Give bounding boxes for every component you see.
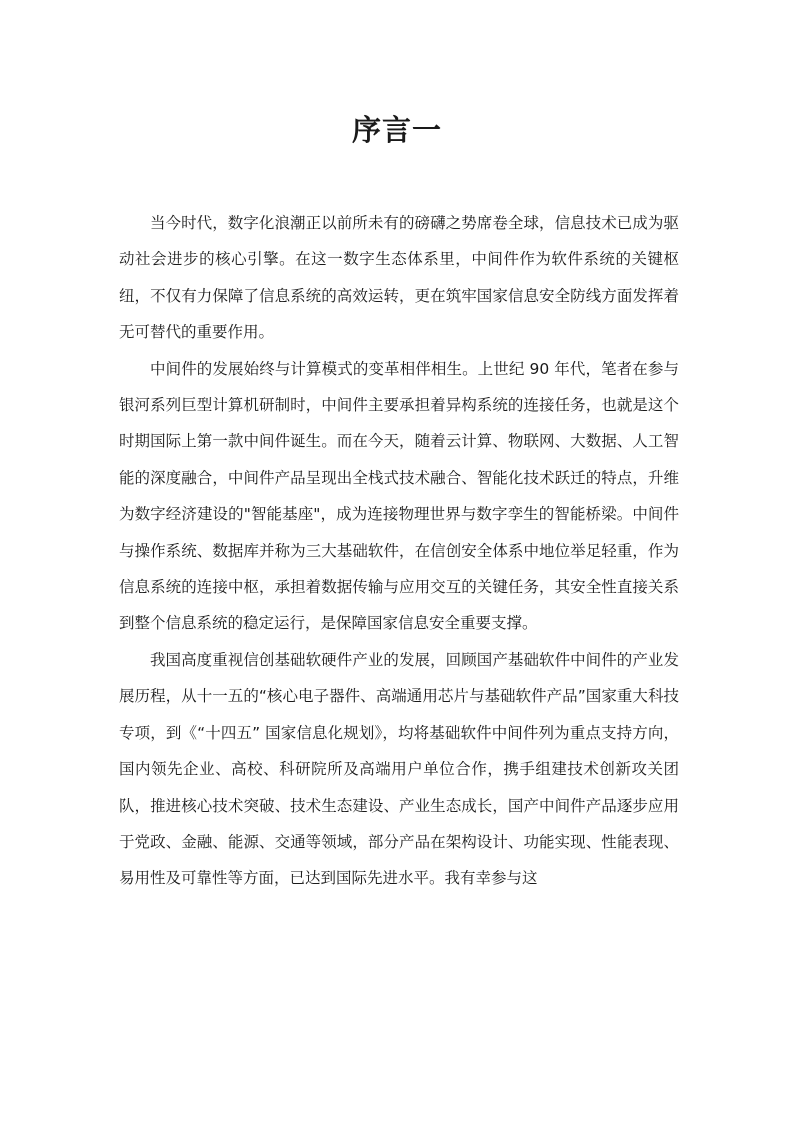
page-title: 序言一 [351,113,442,147]
body-text [119,205,679,897]
paragraph-2: 中间件的发展始终与计算模式的变革相伴相生。上世纪 90 年代，笔者在参与银河系列巨型计算机研制时，中间件主要承担着异构系统的连接任务，也就是这个时期国际上第一款中间件诞生。而在今天，随着云计算、物联网、大数据、人工智能的深度融合，中间件产品呈现出全栈式技术融合、智能化技术跃迁的特点，升维为数字经济建设的"智能基座"，成为连接物理世界与数字孪生的智能桥梁。中间件与操作系统、数据库并称为三大基础软件，在信创安全体系中地位举足轻重，作为信息系统的连接中枢，承担着数据传输与应用交互的关键任务，其安全性直接关系到整个信息系统的稳定运行，是保障国家信息安全重要支撑。 [119,359,679,633]
paragraph-1: 当今时代，数字化浪潮正以前所未有的磅礴之势席卷全球，信息技术已成为驱动社会进步的核心引擎。在这一数字生态体系里，中间件作为软件系统的关键枢纽，不仅有力保障了信息系统的高效运转，更在筑牢国家信息安全防线方面发挥着无可替代的重要作用。 [119,214,679,342]
paragraph-3: 我国高度重视信创基础软硬件产业的发展，回顾国产基础软件中间件的产业发展历程，从十一五的“核心电子器件、高端通用芯片与基础软件产品”国家重大科技专项，到《“十四五” 国家信息化规划》，均将基础软件中间件列为重点支持方向，国内领先企业、高校、科研院所及高端用户单位合作，携手组建技术创新攻关团队，推进核心技术突破、技术生态建设、产业生态成长，国产中间件产品逐步应用于党政、金融、能源、交通等领域，部分产品在架构设计、功能实现、性能表现、易用性及可靠性等方面，已达到国际先进水平。我有幸参与这 [119,650,679,888]
